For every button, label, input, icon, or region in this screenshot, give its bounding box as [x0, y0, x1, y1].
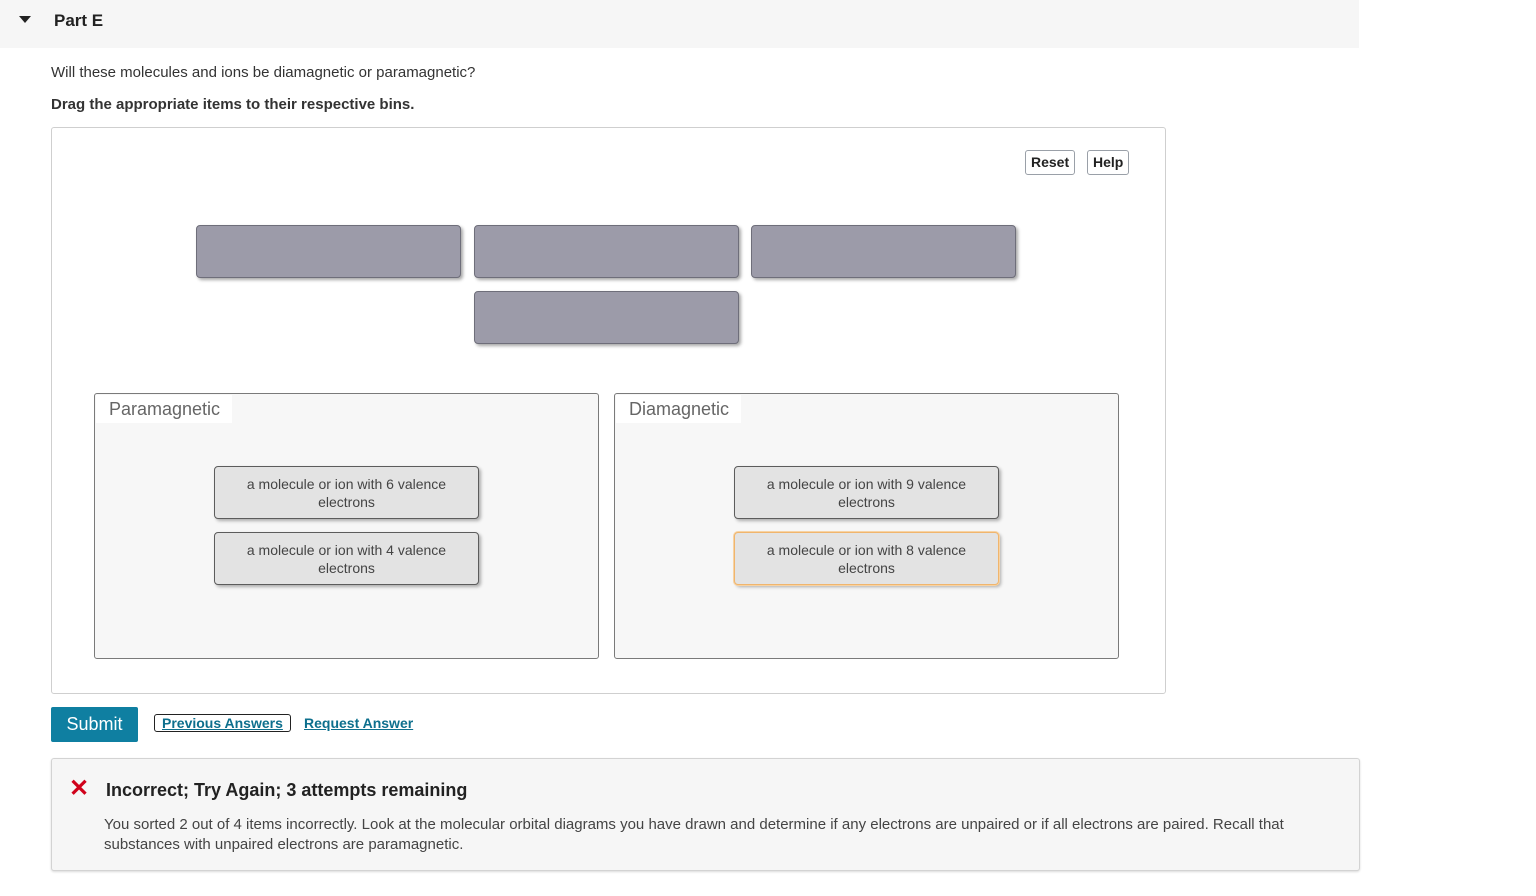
draggable-item[interactable]: a molecule or ion with 4 valence electrons	[214, 532, 479, 585]
draggable-item[interactable]: a molecule or ion with 9 valence electrons	[734, 466, 999, 519]
part-header[interactable]	[0, 0, 1359, 48]
instruction-text: Drag the appropriate items to their respective bins.	[51, 96, 415, 113]
request-answer-link[interactable]: Request Answer	[304, 715, 414, 731]
part-title: Part E	[54, 11, 104, 30]
submit-button[interactable]: Submit	[51, 707, 138, 742]
bin-diamagnetic[interactable]	[614, 393, 1119, 659]
draggable-item[interactable]: a molecule or ion with 6 valence electrons	[214, 466, 479, 519]
empty-drop-slot[interactable]	[196, 225, 461, 278]
bin-label: Diamagnetic	[616, 395, 741, 423]
feedback-panel	[51, 758, 1360, 871]
previous-answers-link[interactable]: Previous Answers	[154, 714, 291, 732]
collapse-caret-icon[interactable]	[19, 16, 31, 23]
feedback-title: Incorrect; Try Again; 3 attempts remaining	[106, 780, 468, 800]
feedback-message: You sorted 2 out of 4 items incorrectly. Look at the molecular orbital diagrams you have drawn and determine if any electrons are unpaired or if all electrons are paired. Recall that substances with unpaired electrons are paramagnetic.	[104, 816, 1284, 853]
x-icon: ✕	[69, 775, 90, 802]
question-text: Will these molecules and ions be diamagnetic or paramagnetic?	[51, 64, 476, 81]
empty-drop-slot[interactable]	[474, 225, 739, 278]
help-button[interactable]: Help	[1087, 150, 1129, 175]
reset-button[interactable]: Reset	[1025, 150, 1075, 175]
empty-drop-slot[interactable]	[474, 291, 739, 344]
empty-drop-slot[interactable]	[751, 225, 1016, 278]
draggable-item-selected[interactable]: a molecule or ion with 8 valence electrons	[734, 532, 999, 585]
bin-label: Paramagnetic	[96, 395, 232, 423]
bin-paramagnetic[interactable]	[94, 393, 599, 659]
